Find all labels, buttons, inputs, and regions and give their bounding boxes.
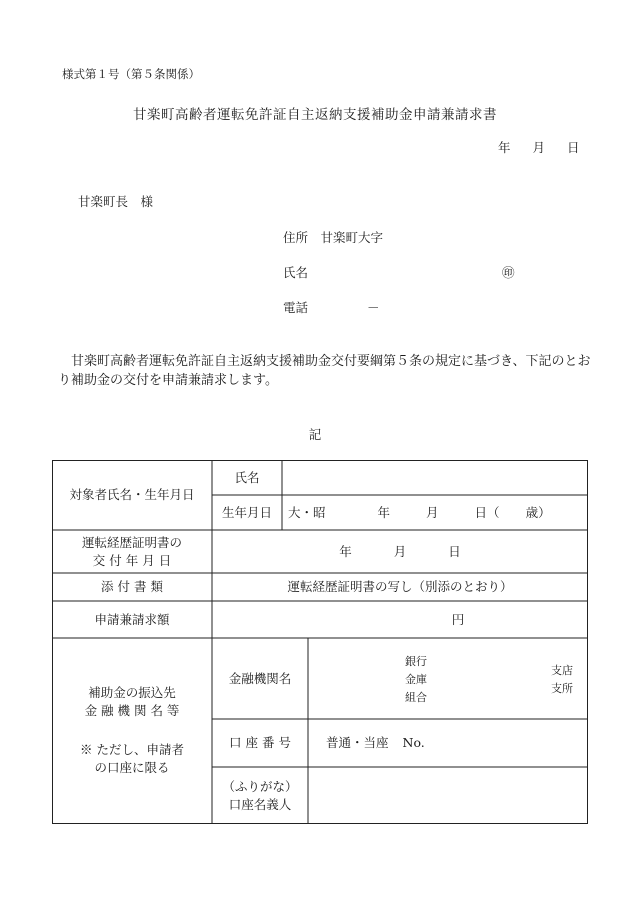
bank-name-label: 金融機関名 — [228, 670, 292, 686]
account-number-field[interactable] — [308, 719, 588, 767]
bank-type-shinkin: 金庫 — [405, 673, 427, 686]
cert-day-unit: 日 — [448, 543, 461, 559]
holder-label-name: 口座名義人 — [228, 796, 292, 812]
name-label: 氏名 — [234, 469, 260, 485]
birth-year-unit: 年 — [377, 504, 391, 520]
birth-month-unit: 月 — [426, 504, 439, 520]
bank-type-union: 組合 — [405, 691, 427, 704]
cert-month-unit: 月 — [393, 543, 407, 559]
applicant-address[interactable]: 住所 甘楽町大字 — [283, 230, 384, 245]
branch-type-options[interactable] — [542, 660, 582, 700]
bank-note — [52, 739, 212, 779]
subject-name-field[interactable] — [282, 460, 588, 495]
holder-label-furigana: （ふりがな） — [222, 778, 298, 794]
birth-label: 生年月日 — [221, 504, 272, 520]
seal-mark: ㊞ — [502, 265, 515, 280]
application-table — [52, 460, 588, 824]
date-day: 日 — [567, 140, 580, 155]
birth-date-field[interactable] — [282, 495, 588, 530]
date-year: 年 — [498, 140, 511, 155]
cert-label-line1: 運転経歴証明書の — [81, 534, 182, 550]
subject-label: 対象者氏名・生年月日 — [69, 487, 195, 502]
phone-separator: － — [367, 300, 380, 315]
bank-note-line1: ※ ただし、申請者 — [80, 742, 184, 757]
document-title: 甘楽町高齢者運転免許証自主返納支援補助金申請兼請求書 — [133, 107, 497, 123]
account-holder-field[interactable] — [308, 767, 588, 824]
cert-date-label — [52, 530, 212, 573]
form-number: 様式第１号（第５条関係） — [62, 67, 200, 81]
branch-type-shiten: 支店 — [551, 664, 573, 677]
attachment-label: 添 付 書 類 — [101, 579, 163, 594]
cert-year-unit: 年 — [339, 543, 352, 559]
bank-section-label — [52, 682, 212, 722]
amount-field[interactable] — [212, 601, 588, 638]
amount-unit: 円 — [451, 611, 465, 627]
account-number-label: 口 座 番 号 — [229, 735, 291, 750]
section-marker: 記 — [308, 427, 322, 442]
addressee: 甘楽町長 様 — [78, 194, 154, 209]
bank-section-line1: 補助金の振込先 — [88, 685, 176, 700]
applicant-name[interactable]: 氏名 — [283, 265, 309, 280]
application-statement: 甘楽町高齢者運転免許証自主返納支援補助金交付要綱第５条の規定に基づき、下記のとおり補助金の交付を申請兼請求します。 — [58, 354, 591, 388]
amount-label: 申請兼請求額 — [94, 611, 170, 627]
bank-type-bank: 銀行 — [405, 655, 427, 668]
birth-age-unit: 歳） — [525, 504, 551, 520]
application-date[interactable] — [498, 138, 580, 156]
cert-date-field[interactable] — [212, 530, 588, 573]
branch-type-shisho: 支所 — [551, 682, 573, 695]
account-type: 普通・当座 — [326, 735, 389, 750]
account-holder-label — [212, 767, 308, 824]
date-month: 月 — [532, 140, 546, 155]
bank-type-options[interactable] — [392, 650, 440, 710]
account-number-prefix: No. — [402, 735, 425, 750]
bank-note-line2: の口座に限る — [94, 760, 170, 775]
cert-label-line2: 交 付 年 月 日 — [92, 552, 172, 568]
birth-day-unit: 日（ — [474, 504, 500, 520]
bank-section-line2: 金 融 機 関 名 等 — [84, 703, 180, 718]
attachment-value: 運転経歴証明書の写し（別添のとおり） — [287, 579, 513, 594]
birth-era: 大・昭 — [288, 504, 326, 520]
applicant-phone[interactable]: 電話 — [283, 300, 309, 315]
